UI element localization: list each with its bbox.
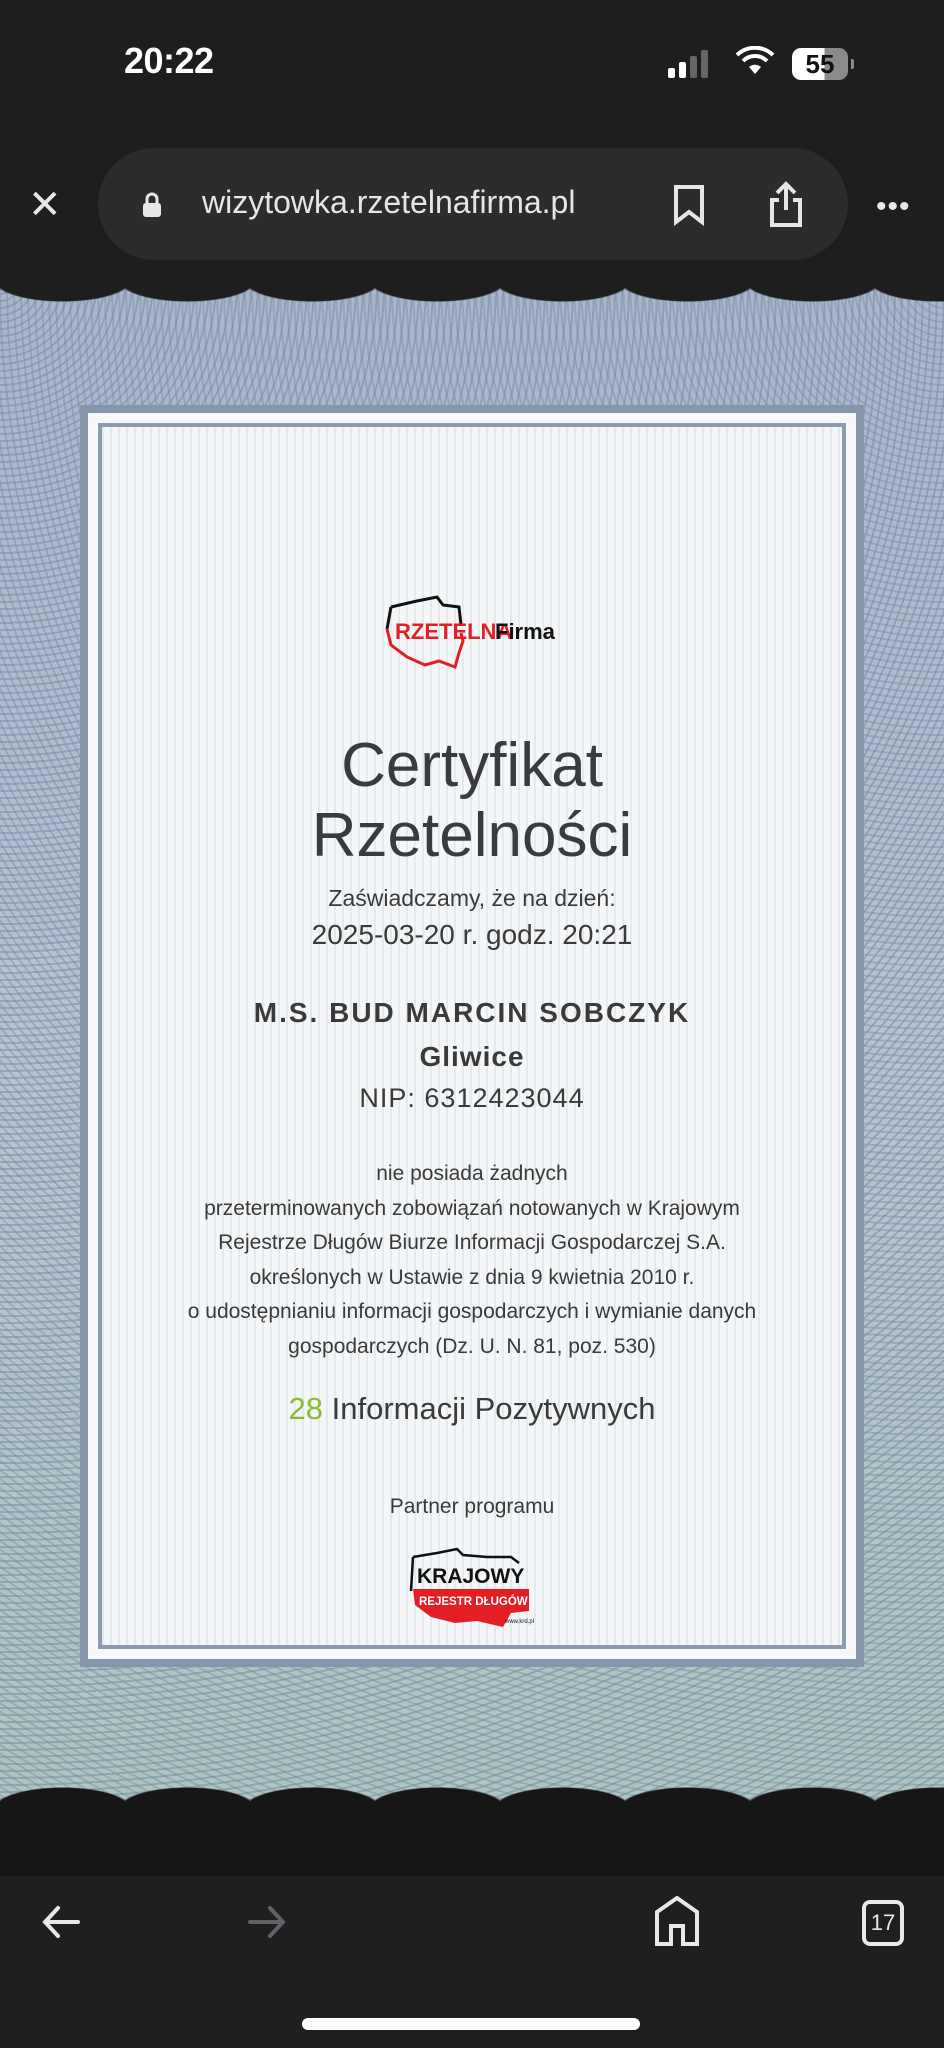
svg-text:Firma: Firma bbox=[495, 619, 555, 644]
bookmark-icon[interactable] bbox=[672, 184, 706, 226]
address-bar[interactable] bbox=[98, 148, 848, 260]
positive-info-count: 28 Informacji Pozytywnych bbox=[288, 1391, 656, 1426]
wifi-icon bbox=[735, 46, 775, 76]
krd-logo bbox=[102, 1547, 842, 1636]
company-city: Gliwice bbox=[419, 1041, 525, 1072]
certificate bbox=[0, 281, 944, 1808]
certificate-date: 2025-03-20 r. godz. 20:21 bbox=[311, 919, 633, 950]
svg-text:KRAJOWY: KRAJOWY bbox=[417, 1565, 525, 1588]
home-indicator[interactable] bbox=[302, 2018, 640, 2030]
status-bar bbox=[0, 0, 944, 130]
lock-icon bbox=[142, 192, 162, 218]
statement-text: nie posiada żadnych przeterminowanych zobowiązań notowanych w Krajowym Rejestrze Długów Biurze Informacji Gospodarczej S.A. określonych w Ustawie z dnia 9 kwietnia 2010 r. o udostępnianiu informacji gospodarczych i wymianie danych gospodarczych (Dz. U. N. 81, poz. 530) bbox=[187, 1162, 757, 1358]
forward-arrow-icon[interactable] bbox=[244, 1902, 288, 1942]
company-nip: NIP: 6312423044 bbox=[359, 1083, 585, 1113]
close-icon[interactable]: ✕ bbox=[28, 183, 62, 227]
certificate-frame bbox=[80, 405, 864, 1667]
rzetelna-firma-logo bbox=[102, 595, 842, 680]
back-arrow-icon[interactable] bbox=[40, 1902, 84, 1942]
svg-text:www.krd.pl: www.krd.pl bbox=[505, 1619, 535, 1625]
partner-label: Partner programu bbox=[389, 1495, 555, 1518]
svg-text:REJESTR DŁUGÓW: REJESTR DŁUGÓW bbox=[419, 1596, 528, 1608]
cellular-signal-icon bbox=[668, 50, 708, 78]
svg-text:RZETELNA: RZETELNA bbox=[395, 619, 513, 644]
tabs-button[interactable]: 17 bbox=[862, 1900, 904, 1946]
share-icon[interactable] bbox=[766, 180, 806, 228]
certificate-title: Certyfikat Rzetelności bbox=[311, 731, 633, 870]
battery-icon: 55 bbox=[792, 48, 848, 80]
more-options-icon[interactable]: ••• bbox=[876, 190, 911, 223]
url-text[interactable]: wizytowka.rzetelnafirma.pl bbox=[202, 184, 576, 220]
company-name: M.S. BUD MARCIN SOBCZYK bbox=[253, 997, 691, 1028]
intro-text: Zaświadczamy, że na dzień: bbox=[328, 885, 616, 911]
home-icon[interactable] bbox=[654, 1896, 700, 1946]
clock: 20:22 bbox=[124, 40, 214, 81]
